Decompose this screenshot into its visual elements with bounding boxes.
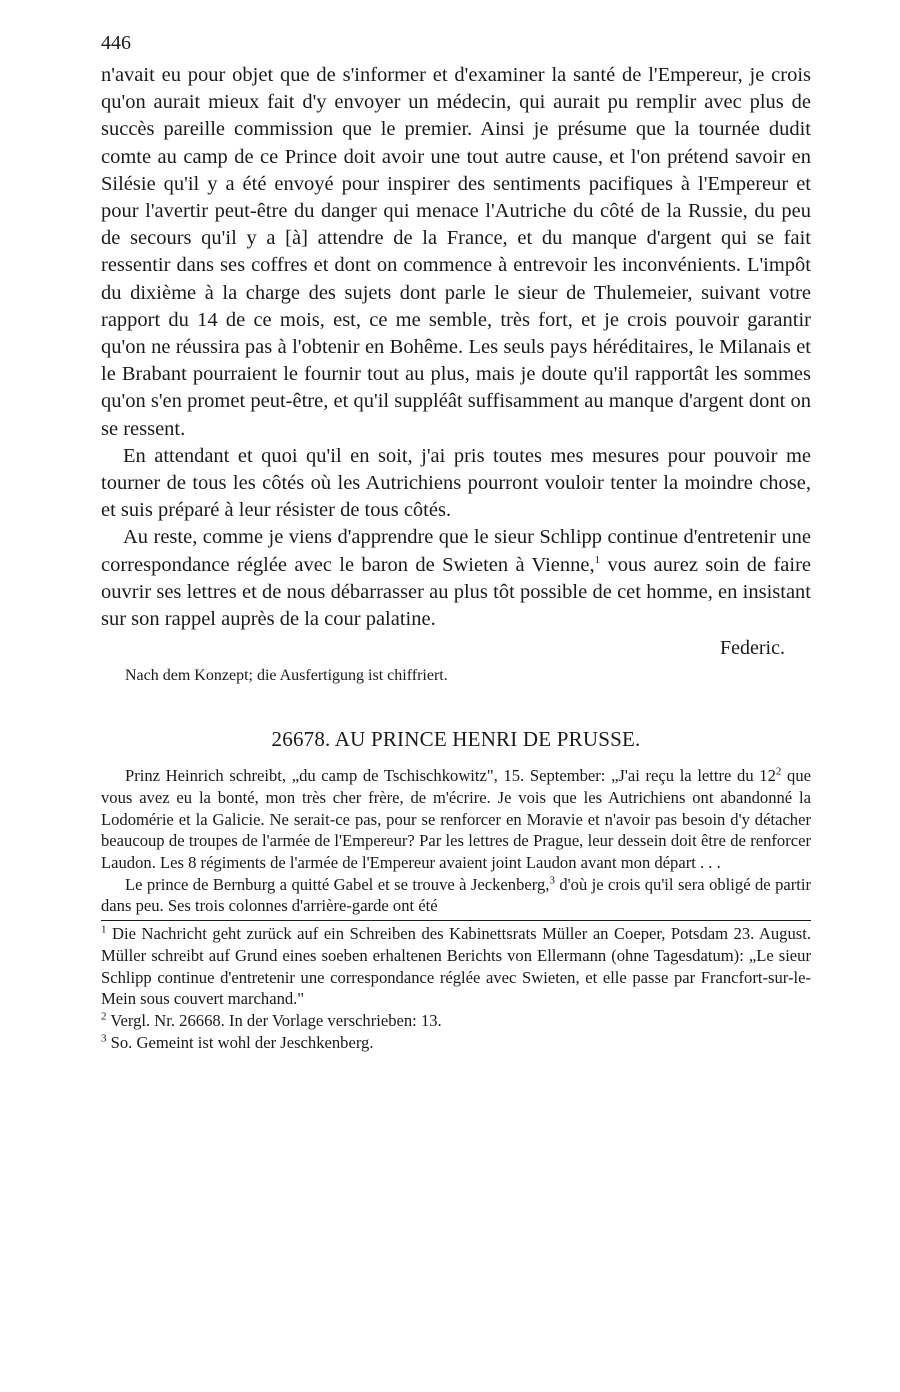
letter-paragraph-1: n'avait eu pour objet que de s'informer et d'examiner la santé de l'Empereur, je crois qu'on aurait mieux fait d'y envoyer un médecin, qui aurait pu remplir avec plus de succès pareille commission que le premier. Ainsi je présume que la tournée dudit comte au camp de ce Prince doit avoir une tout autre cause, et l'on prétend savoir en Silésie qu'il y a été envoyé pour inspirer des sentiments pacifiques à l'Empereur et pour l'avertir peut-être du danger qui menace l'Autriche du côté de la Russie, du peu de secours qu'il y a [à] attendre de la France, et du manque d'argent qui se fait ressentir dans ses coffres et dont on commence à entrevoir les inconvénients. L'impôt du dixième à la charge des sujets dont parle le sieur de Thulemeier, suivant votre rapport du 14 de ce mois, est, ce me semble, très fort, et je crois pouvoir garantir qu'on ne réussira pas à l'obtenir en Bohême. Les seuls pays héréditaires, le Milanais et le Brabant pourraient le fournir tout au plus, mais je doute qu'il rapportât les sommes qu'on s'en promet peut-être, et qu'il suppléât suffisamment au manque d'argent dont on se ressent.: [101, 64, 811, 440]
letter-paragraph-3: [101, 524, 811, 633]
footnote-3: [101, 1032, 811, 1054]
letter-paragraph-3-end: vous aurez soin de faire ouvrir ses lettres et de nous débarrasser au plus tôt possible de cet homme, en insistant sur son rappel auprès de la cour palatine.: [101, 553, 811, 631]
signature: Federic.: [720, 637, 785, 660]
letter-body: [101, 62, 811, 633]
footnote-text: Vergl. Nr. 26668. In der Vorlage verschrieben: 13.: [106, 1011, 442, 1030]
footnote-ref-2: 2: [775, 765, 782, 778]
footnote-text: So. Gemeint ist wohl der Jeschkenberg.: [106, 1032, 374, 1052]
editorial-annotation: [101, 765, 811, 917]
footnote-marker: 2: [101, 1010, 107, 1023]
footnote-marker: 1: [101, 923, 107, 936]
annotation-paragraph-2-end: d'où je crois qu'il sera obligé de partir dans peu. Ses trois colonnes d'arrière-garde ont été: [101, 874, 811, 916]
annotation-paragraph-1: [101, 765, 811, 874]
annotation-paragraph-2: [101, 874, 811, 917]
footnote-1: [101, 923, 811, 1010]
footnote-ref-1: 1: [594, 553, 601, 566]
letter-paragraph-2: En attendant et quoi qu'il en soit, j'ai pris toutes mes mesures pour pouvoir me tourner de tous les côtés où les Autrichiens pourront vouloir tenter la moindre chose, et suis préparé à leur résister de tous côtés.: [101, 444, 811, 522]
letter-heading: 26678. AU PRINCE HENRI DE PRUSSE.: [271, 727, 641, 752]
annotation-paragraph-2-start: Le prince de Bernburg a quitté Gabel et se trouve à Jeckenberg,: [125, 874, 550, 894]
page-number: 446: [101, 32, 131, 54]
annotation-paragraph-1-start: Prinz Heinrich schreibt, „du camp de Tschischkowitz", 15. September: „J'ai reçu la lettre du 12: [125, 766, 776, 786]
footnote-2: [101, 1010, 811, 1032]
footnote-ref-3: 3: [549, 874, 555, 887]
footnote-marker: 3: [101, 1032, 107, 1045]
source-note: Nach dem Konzept; die Ausfertigung ist chiffriert.: [125, 667, 448, 685]
annotation-paragraph-1-end: que vous avez eu la bonté, mon très cher frère, de m'écrire. Je vois que les Autrichiens ont abandonné la Lodomérie et la Galicie. Ne serait-ce pas, pour se renforcer en Moravie et n'avoir pas besoin d'y détacher beaucoup de troupes de l'armée de l'Empereur? Par les lettres de Prague, leur dessein doit être de renforcer Laudon. Les 8 régiments de l'armée de l'Empereur avaient joint Laudon avant mon départ . . .: [101, 766, 812, 873]
document-page: [101, 30, 811, 1053]
footnote-text: Die Nachricht geht zurück auf ein Schreiben des Kabinettsrats Müller an Coeper, Potsdam 23. August. Müller schreibt auf Grund eines soeben erhaltenen Berichts von Ellermann (ohne Tagesdatum): „Le sieur Schlipp continue d'entretenir une correspondance réglée avec Swieten, et elle passe par Francfort-sur-le-Mein sous couvert marchand.": [101, 924, 811, 1009]
footnotes: [101, 920, 811, 1053]
letter-paragraph-3-start: Au reste, comme je viens d'apprendre que le sieur Schlipp continue d'entretenir une correspondance réglée avec le baron de Swieten à Vienne,: [101, 526, 811, 576]
